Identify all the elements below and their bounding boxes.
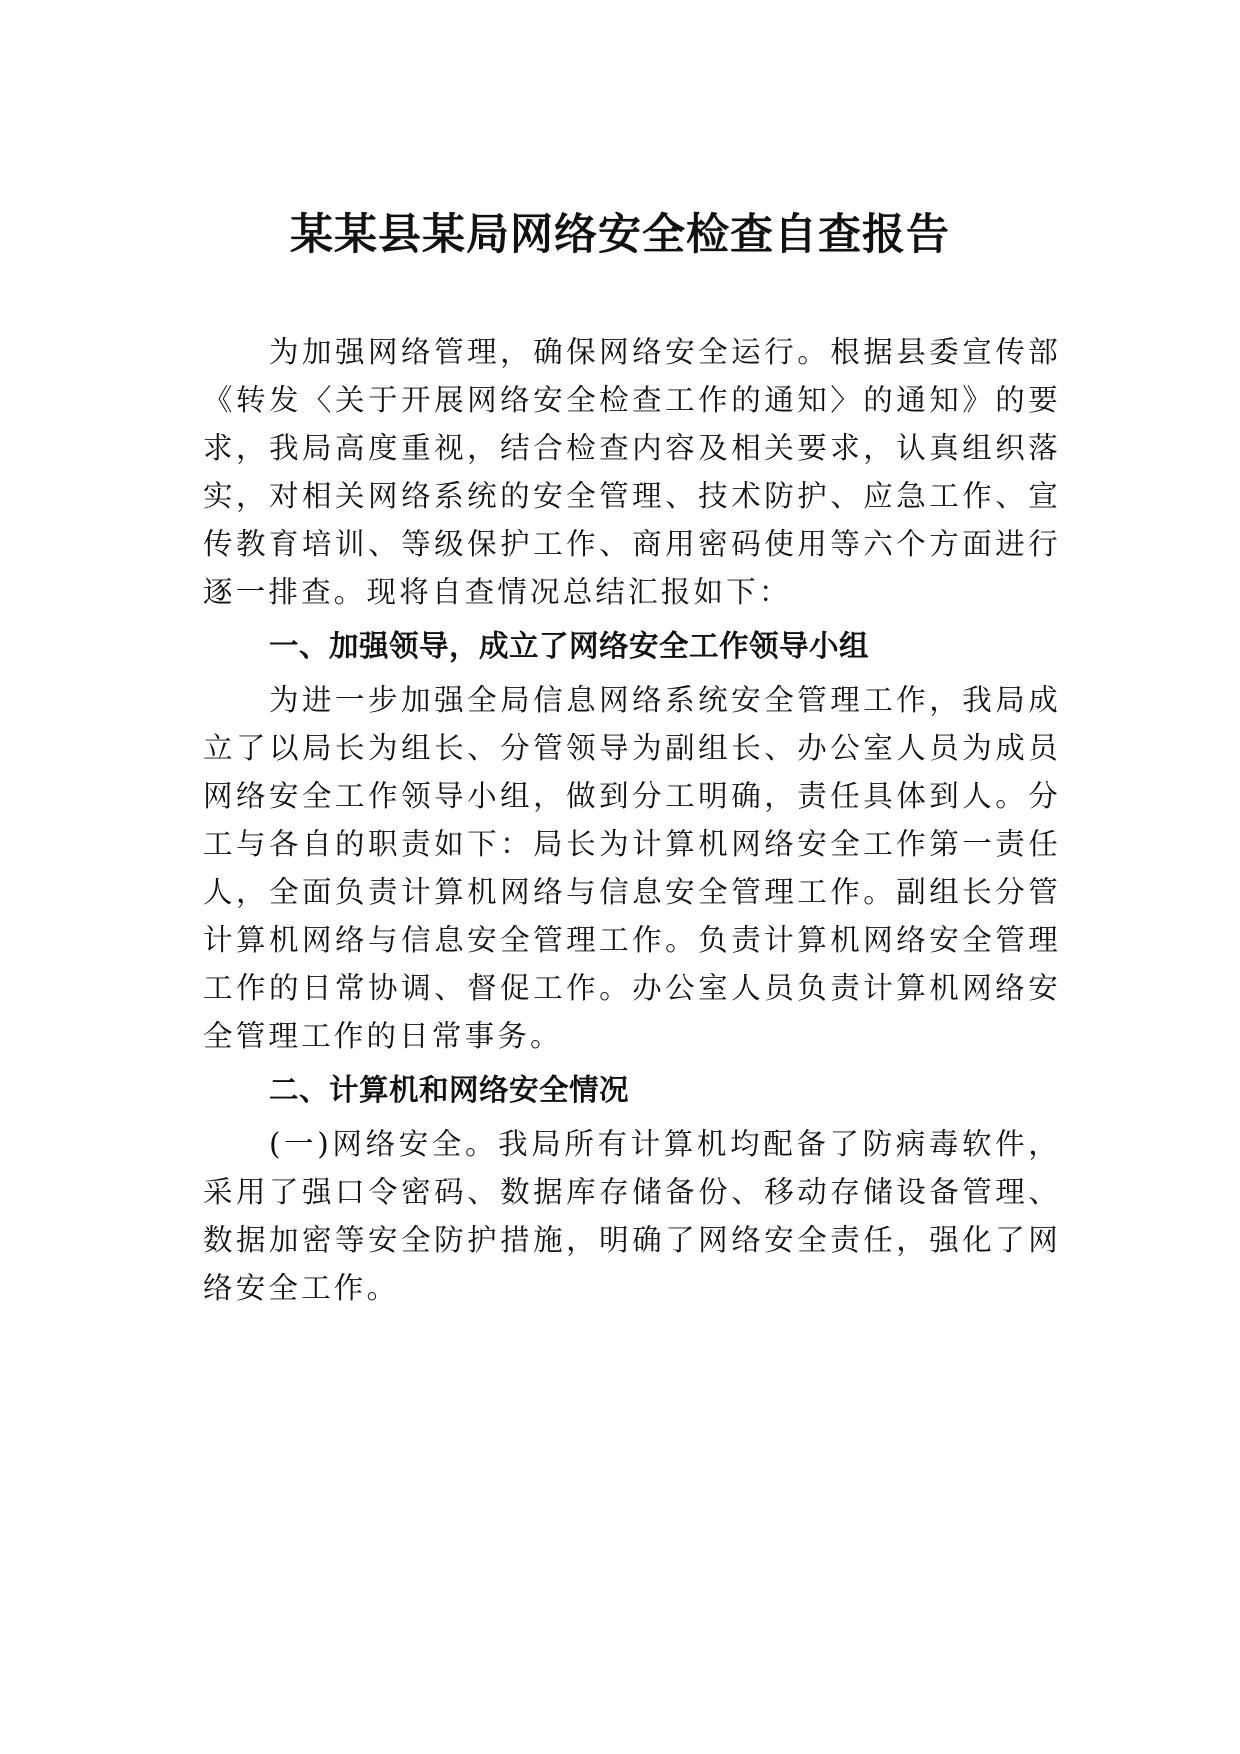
document-body	[203, 328, 1061, 1312]
intro-paragraph: 为加强网络管理，确保网络安全运行。根据县委宣传部《转发〈关于开展网络安全检查工作的通知〉的通知》的要求，我局高度重视，结合检查内容及相关要求，认真组织落实，对相关网络系统的安全管理、技术防护、应急工作、宣传教育培训、等级保护工作、商用密码使用等六个方面进行逐一排查。现将自查情况总结汇报如下：	[203, 335, 1061, 609]
document-title: 某某县某局网络安全检查自查报告	[290, 210, 950, 260]
section-2-heading: 二、计算机和网络安全情况	[269, 1073, 630, 1107]
section-1-paragraph: 为进一步加强全局信息网络系统安全管理工作，我局成立了以局长为组长、分管领导为副组长、办公室人员为成员网络安全工作领导小组，做到分工明确，责任具体到人。分工与各自的职责如下：局长为计算机网络安全工作第一责任人，全面负责计算机网络与信息安全管理工作。副组长分管计算机网络与信息安全管理工作。负责计算机网络安全管理工作的日常协调、督促工作。办公室人员负责计算机网络安全管理工作的日常事务。	[203, 683, 1061, 1053]
section-1-heading: 一、加强领导，成立了网络安全工作领导小组	[269, 629, 870, 663]
section-2-paragraph: (一)网络安全。我局所有计算机均配备了防病毒软件，采用了强口令密码、数据库存储备份、移动存储设备管理、数据加密等安全防护措施，明确了网络安全责任，强化了网络安全工作。	[203, 1127, 1061, 1305]
